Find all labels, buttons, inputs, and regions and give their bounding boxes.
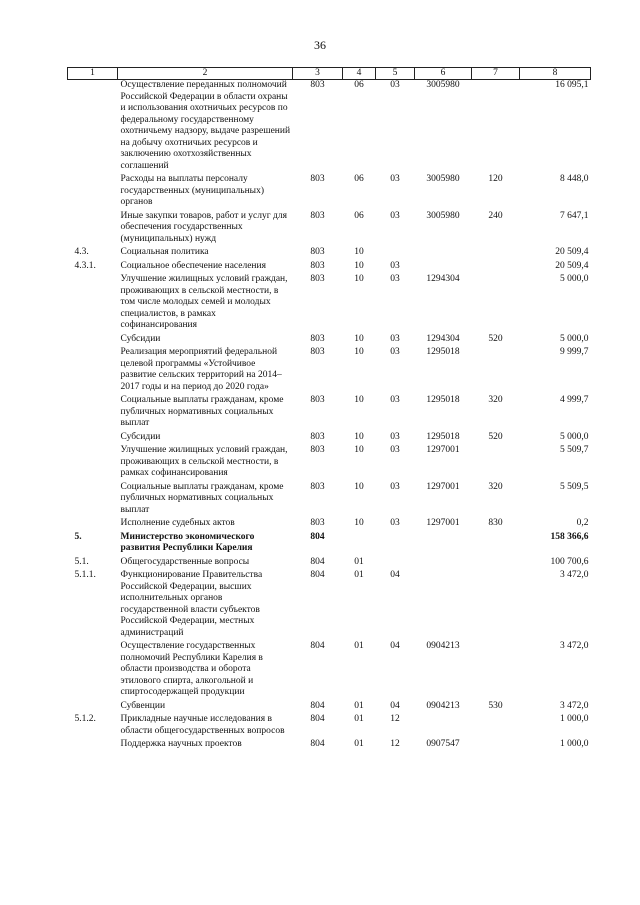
row-name: Исполнение судебных актов xyxy=(120,518,235,528)
subsection-code: 03 xyxy=(390,260,400,271)
section-code: 01 xyxy=(354,739,364,749)
department-code: 804 xyxy=(310,556,325,567)
table-row xyxy=(68,274,591,334)
target-item-code: 1295018 xyxy=(426,347,460,357)
amount: 1 000,0 xyxy=(560,714,589,724)
table-row xyxy=(68,174,591,211)
target-item-code: 3005980 xyxy=(426,80,460,90)
section-code xyxy=(343,532,376,557)
department-code: 803 xyxy=(310,518,325,528)
subsection-code: 04 xyxy=(390,641,400,651)
expense-type-code xyxy=(472,261,520,275)
department-code: 803 xyxy=(310,80,325,90)
target-item-code: 0904213 xyxy=(426,641,460,651)
target-item-code: 3005980 xyxy=(426,174,460,184)
subsection-code: 03 xyxy=(390,395,400,405)
row-number xyxy=(68,274,118,334)
expense-type-code xyxy=(472,347,520,395)
table-row xyxy=(68,334,591,348)
row-name: Социальное обеспечение населения xyxy=(120,260,266,271)
expense-type-code xyxy=(472,739,520,753)
department-code: 804 xyxy=(310,570,325,580)
subsection-code xyxy=(376,532,415,557)
expense-type-code xyxy=(472,641,520,701)
expense-type-code xyxy=(472,445,520,482)
section-code: 01 xyxy=(354,700,364,711)
target-item-code xyxy=(415,714,472,739)
target-item-code: 3005980 xyxy=(426,210,460,221)
subsection-code: 04 xyxy=(390,570,400,580)
page-number: 36 xyxy=(314,38,326,52)
target-item-code: 0904213 xyxy=(426,700,460,711)
department-code: 804 xyxy=(310,714,325,724)
target-item-code: 1294304 xyxy=(426,333,460,344)
subsection-code: 03 xyxy=(390,431,400,442)
row-name: Иные закупки товаров, работ и услуг для обеспечения государственных (муниципальных) нужд xyxy=(120,210,287,244)
subsection-code: 12 xyxy=(390,739,400,749)
department-code: 803 xyxy=(310,210,325,221)
amount: 5 000,0 xyxy=(560,274,589,284)
amount: 0,2 xyxy=(576,518,589,528)
amount: 20 509,4 xyxy=(555,247,589,257)
section-code: 06 xyxy=(354,210,364,221)
section-code: 10 xyxy=(354,347,364,357)
column-header: 6 xyxy=(415,68,472,80)
row-number: 4.3. xyxy=(74,247,89,257)
expense-type-code: 120 xyxy=(488,174,503,184)
subsection-code xyxy=(376,247,415,261)
row-name: Улучшение жилищных условий граждан, проживающих в сельской местности, в рамках софинансирования xyxy=(120,445,288,478)
expense-type-code xyxy=(472,80,520,175)
table-row xyxy=(68,518,591,532)
row-name: Субсидии xyxy=(120,431,161,442)
expense-type-code xyxy=(472,274,520,334)
subsection-code: 03 xyxy=(390,210,400,221)
department-code: 803 xyxy=(310,260,325,271)
column-header: 5 xyxy=(376,68,415,80)
expense-type-code xyxy=(472,247,520,261)
department-code: 804 xyxy=(310,739,325,749)
amount: 8 448,0 xyxy=(560,174,589,184)
target-item-code xyxy=(415,532,472,557)
amount: 3 472,0 xyxy=(560,570,589,580)
section-code: 10 xyxy=(354,333,364,344)
row-name: Социальная политика xyxy=(120,247,209,257)
target-item-code xyxy=(415,570,472,641)
amount: 16 095,1 xyxy=(555,80,589,90)
row-number xyxy=(68,641,118,701)
row-name: Прикладные научные исследования в области общегосударственных вопросов xyxy=(120,714,285,736)
row-name: Функционирование Правительства Российской Федерации, высших исполнительных органов государственной власти субъектов Российской Федерации, местных администраций xyxy=(120,570,263,638)
table-row xyxy=(68,347,591,395)
department-code: 803 xyxy=(310,174,325,184)
table-row xyxy=(68,445,591,482)
row-number xyxy=(68,347,118,395)
department-code: 804 xyxy=(310,700,325,711)
section-code: 01 xyxy=(354,556,364,567)
subsection-code: 03 xyxy=(390,481,400,492)
section-code: 10 xyxy=(354,518,364,528)
table-row xyxy=(68,395,591,432)
section-code: 10 xyxy=(354,274,364,284)
row-name: Улучшение жилищных условий граждан, проживающих в сельской местности, в том числе молодых семей и молодых специалистов, в рамках софинансирования xyxy=(120,274,288,330)
expense-type-code xyxy=(472,532,520,557)
section-code: 10 xyxy=(354,260,364,271)
department-code: 803 xyxy=(310,481,325,492)
amount: 9 999,7 xyxy=(560,347,589,357)
target-item-code xyxy=(415,261,472,275)
row-name: Министерство экономического развития Республики Карелия xyxy=(120,531,255,553)
department-code: 803 xyxy=(310,431,325,442)
column-header: 8 xyxy=(520,68,591,80)
department-code: 804 xyxy=(310,641,325,651)
amount: 158 366,6 xyxy=(550,531,589,542)
subsection-code: 04 xyxy=(390,700,400,711)
department-code: 803 xyxy=(310,347,325,357)
table-row xyxy=(68,557,591,571)
section-code: 01 xyxy=(354,714,364,724)
amount: 20 509,4 xyxy=(555,260,589,271)
table-row xyxy=(68,261,591,275)
section-code: 10 xyxy=(354,395,364,405)
table-row xyxy=(68,211,591,248)
row-name: Поддержка научных проектов xyxy=(120,739,242,749)
subsection-code xyxy=(376,557,415,571)
table-row xyxy=(68,570,591,641)
table-row xyxy=(68,701,591,715)
expense-type-code: 520 xyxy=(488,333,503,344)
row-number: 5.1.1. xyxy=(74,570,96,580)
table-row xyxy=(68,641,591,701)
expense-type-code xyxy=(472,570,520,641)
target-item-code: 1295018 xyxy=(426,395,460,405)
row-name: Субвенции xyxy=(120,700,166,711)
column-header: 1 xyxy=(68,68,118,80)
row-number xyxy=(68,80,118,175)
row-name: Расходы на выплаты персоналу государственных (муниципальных) органов xyxy=(120,174,264,207)
target-item-code: 0907547 xyxy=(426,739,460,749)
table-body xyxy=(68,80,591,753)
subsection-code: 03 xyxy=(390,274,400,284)
amount: 3 472,0 xyxy=(560,700,589,711)
row-name: Социальные выплаты гражданам, кроме публичных нормативных социальных выплат xyxy=(120,395,284,428)
row-name: Осуществление государственных полномочий Республики Карелия в области производства и оборота этилового спирта, алкогольной и спиртосодержащей продукции xyxy=(120,641,263,697)
row-number xyxy=(68,518,118,532)
section-code: 01 xyxy=(354,641,364,651)
column-header: 2 xyxy=(118,68,293,80)
row-name: Социальные выплаты гражданам, кроме публичных нормативных социальных выплат xyxy=(120,481,284,515)
row-number xyxy=(68,739,118,753)
target-item-code xyxy=(415,247,472,261)
row-number: 5. xyxy=(74,531,82,542)
expense-type-code: 520 xyxy=(488,431,503,442)
row-name: Реализация мероприятий федеральной целевой программы «Устойчивое развитие сельских территорий на 2014–2017 годы и на период до 2020 года» xyxy=(120,347,282,392)
amount: 100 700,6 xyxy=(550,556,589,567)
expense-type-code: 530 xyxy=(488,700,503,711)
department-code: 803 xyxy=(310,274,325,284)
column-header: 3 xyxy=(293,68,343,80)
target-item-code: 1294304 xyxy=(426,274,460,284)
amount: 1 000,0 xyxy=(560,739,589,749)
section-code: 10 xyxy=(354,445,364,455)
row-name: Общегосударственные вопросы xyxy=(120,556,250,567)
row-number xyxy=(68,701,118,715)
subsection-code: 03 xyxy=(390,445,400,455)
amount: 5 000,0 xyxy=(560,333,589,344)
subsection-code: 03 xyxy=(390,174,400,184)
column-header: 7 xyxy=(472,68,520,80)
subsection-code: 03 xyxy=(390,80,400,90)
table-row xyxy=(68,714,591,739)
section-code: 06 xyxy=(354,80,364,90)
row-number: 5.1. xyxy=(74,556,89,567)
row-number xyxy=(68,482,118,519)
amount: 7 647,1 xyxy=(560,210,589,221)
expense-type-code: 240 xyxy=(488,210,503,221)
expense-type-code: 320 xyxy=(488,481,503,492)
target-item-code: 1295018 xyxy=(426,431,460,442)
subsection-code: 12 xyxy=(390,714,400,724)
section-code: 01 xyxy=(354,570,364,580)
row-number xyxy=(68,445,118,482)
row-number xyxy=(68,432,118,446)
table-row xyxy=(68,739,591,753)
row-number xyxy=(68,395,118,432)
target-item-code: 1297001 xyxy=(426,518,460,528)
amount: 5 509,5 xyxy=(560,481,589,492)
amount: 4 999,7 xyxy=(560,395,589,405)
budget-table xyxy=(67,67,591,753)
department-code: 803 xyxy=(310,333,325,344)
column-number-header-row xyxy=(68,68,591,80)
expense-type-code xyxy=(472,557,520,571)
section-code: 06 xyxy=(354,174,364,184)
row-name: Субсидии xyxy=(120,333,161,344)
department-code: 804 xyxy=(310,531,325,542)
department-code: 803 xyxy=(310,445,325,455)
subsection-code: 03 xyxy=(390,333,400,344)
table-row xyxy=(68,80,591,175)
subsection-code: 03 xyxy=(390,518,400,528)
table-row xyxy=(68,432,591,446)
amount: 5 000,0 xyxy=(560,431,589,442)
table-row xyxy=(68,532,591,557)
expense-type-code xyxy=(472,714,520,739)
subsection-code: 03 xyxy=(390,347,400,357)
table-row xyxy=(68,247,591,261)
section-code: 10 xyxy=(354,481,364,492)
amount: 3 472,0 xyxy=(560,641,589,651)
row-number: 4.3.1. xyxy=(74,260,96,271)
target-item-code: 1297001 xyxy=(426,445,460,455)
row-name: Осуществление переданных полномочий Российской Федерации в области охраны и использования охотничьих ресурсов по федеральному государственному охотничьему надзору, выдаче разрешений на добычу охотничьих ресурсов и заключению охотхозяйственных соглашений xyxy=(120,80,291,171)
expense-type-code: 320 xyxy=(488,395,503,405)
section-code: 10 xyxy=(354,247,364,257)
row-number xyxy=(68,211,118,248)
row-number xyxy=(68,334,118,348)
department-code: 803 xyxy=(310,395,325,405)
row-number: 5.1.2. xyxy=(74,714,96,724)
row-number xyxy=(68,174,118,211)
section-code: 10 xyxy=(354,431,364,442)
target-item-code xyxy=(415,557,472,571)
target-item-code: 1297001 xyxy=(426,481,460,492)
expense-type-code: 830 xyxy=(488,518,503,528)
column-header: 4 xyxy=(343,68,376,80)
table-row xyxy=(68,482,591,519)
amount: 5 509,7 xyxy=(560,445,589,455)
department-code: 803 xyxy=(310,247,325,257)
